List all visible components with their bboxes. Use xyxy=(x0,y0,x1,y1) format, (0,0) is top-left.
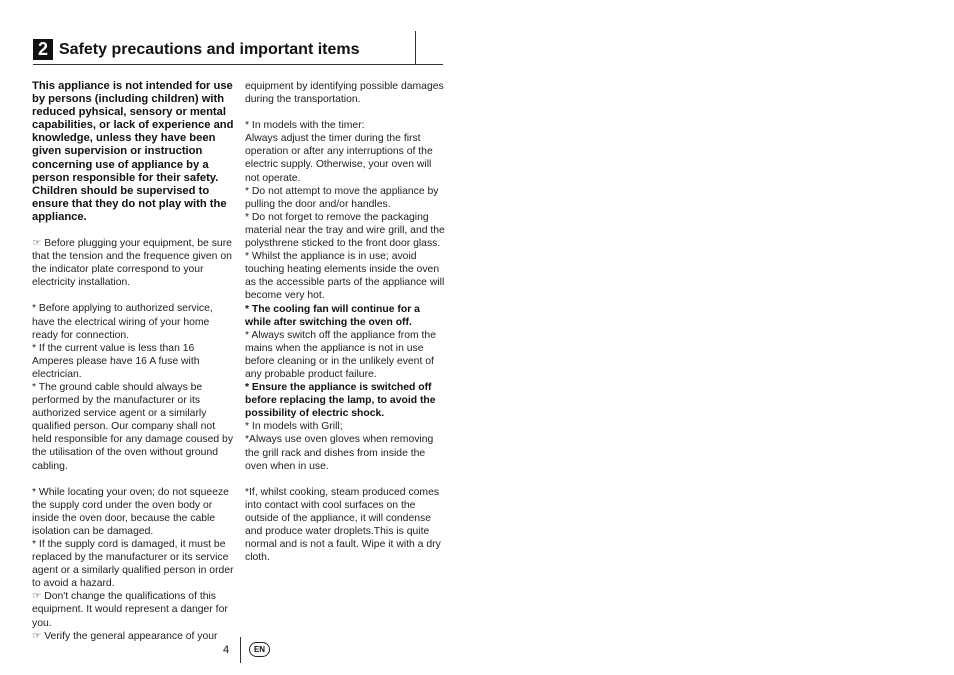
paragraph: ☞ Before plugging your equipment, be sure that the tension and the frequence given on the indicator plate correspond to your electricity installation. xyxy=(32,238,232,289)
title-underline xyxy=(33,64,443,65)
title-vertical-rule xyxy=(415,31,416,64)
paragraph: ☞ Don't change the qualifications of this equipment. It would represent a danger for you. xyxy=(32,591,228,629)
paragraph: * If the supply cord is damaged, it must be replaced by the manufacturer or its service agent or a similarly qualified person in order to avoid a hazard. xyxy=(32,539,234,590)
paragraph: * While locating your oven; do not squeeze the supply cord under the oven body or inside the oven door, because the cable isolation can be damaged. xyxy=(32,486,229,537)
paragraph: * Do not forget to remove the packaging material near the tray and wire grill, and the polysthrene sticked to the front door glass. xyxy=(245,211,445,250)
paragraph: * Whilst the appliance is in use; avoid touching heating elements inside the oven as the accessible parts of the appliance will become very hot. xyxy=(245,251,445,302)
paragraph: Always adjust the timer during the first operation or after any interruptions of the electric supply. Otherwise, your oven will not operate. xyxy=(245,133,433,184)
paragraph: * The ground cable should always be performed by the manufacturer or its authorized service agent or a similarly qualified person. Our company shall not held responsible for any damage coused by the utilisation of the oven without ground cabling. xyxy=(32,381,234,472)
chapter-number-badge: 2 xyxy=(33,39,53,60)
section-header xyxy=(33,39,443,64)
paragraph: equipment by identifying possible damages during the transportation. xyxy=(245,81,444,106)
paragraph: * In models with the timer: xyxy=(245,120,365,132)
right-text-column xyxy=(245,80,447,564)
footer-divider xyxy=(240,637,241,663)
section-title: Safety precautions and important items xyxy=(59,41,360,58)
paragraph: *If, whilst cooking, steam produced comes into contact with cool surfaces on the outside of the appliance, it will condense and produce water droplets.This is quite normal and is not a fault. Wipe it with a dry cloth. xyxy=(245,486,441,564)
paragraph: * Ensure the appliance is switched off before replacing the lamp, to avoid the possibility of electric shock. xyxy=(245,382,436,420)
paragraph: * Before applying to authorized service, have the electrical wiring of your home ready for connection. xyxy=(32,303,213,341)
left-text-column xyxy=(32,80,234,643)
paragraph: * In models with Grill; xyxy=(245,421,343,433)
paragraph: Children should be supervised to ensure that they do not play with the appliance. xyxy=(32,184,227,223)
paragraph: ☞ Verify the general appearance of your xyxy=(32,630,218,642)
paragraph: * The cooling fan will continue for a while after switching the oven off. xyxy=(245,303,420,328)
language-badge: EN xyxy=(249,642,270,657)
paragraph: * Always switch off the appliance from the mains when the appliance is not in use before cleaning or in the unlikely event of any probable product failure. xyxy=(245,329,436,380)
paragraph: * If the current value is less than 16 Amperes please have 16 A fuse with electrician. xyxy=(32,342,200,380)
paragraph: *Always use oven gloves when removing the grill rack and dishes from inside the oven when in use. xyxy=(245,434,434,472)
paragraph: * Do not attempt to move the appliance by pulling the door and/or handles. xyxy=(245,185,439,210)
paragraph: This appliance is not intended for use by persons (including children) with reduced pyhsical, sensory or mental capabilities, or lack of experience and knowledge, unless they have been given supervision or instruction concerning use of appliance by a person responsible for their safety. xyxy=(32,80,234,184)
page-number: 4 xyxy=(223,644,230,656)
